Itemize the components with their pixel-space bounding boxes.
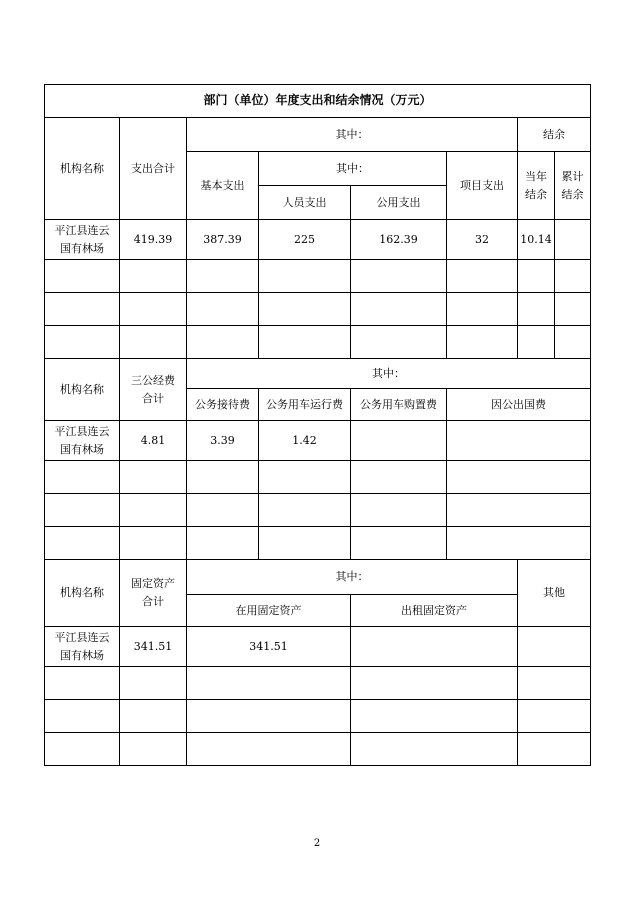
s1-row-basic: 387.39: [187, 220, 259, 260]
s1-of-which-header: 其中：: [187, 118, 518, 152]
s1-public-header: 公用支出: [351, 186, 447, 220]
s1-cumulative-balance-header: 累计 结余: [555, 152, 591, 220]
expenditure-balance-table: [44, 84, 591, 766]
s1-row-personnel: 225: [259, 220, 351, 260]
s2-institution-header: 机构名称: [45, 359, 120, 421]
s2-of-which-header: 其中：: [187, 359, 591, 389]
table-title: 部门（单位）年度支出和结余情况（万元）: [45, 85, 591, 118]
s1-basic-header: 基本支出: [187, 152, 259, 220]
s3-row-in-use: 341.51: [187, 627, 351, 667]
s1-personnel-header: 人员支出: [259, 186, 351, 220]
table-row: [45, 421, 591, 461]
empty-row: [45, 494, 591, 527]
table-row: [45, 220, 591, 260]
empty-row: [45, 260, 591, 293]
empty-row: [45, 527, 591, 560]
s1-row-project: 32: [447, 220, 518, 260]
s2-row-name: 平江县连云 国有林场: [45, 421, 120, 461]
page-number: 2: [313, 838, 321, 849]
s3-row-total: 341.51: [120, 627, 187, 667]
s2-row-vehicle-operation: 1.42: [259, 421, 351, 461]
s1-current-balance-header: 当年 结余: [518, 152, 555, 220]
s2-row-total: 4.81: [120, 421, 187, 461]
s1-of-which-sub-header: 其中：: [259, 152, 447, 186]
s2-row-reception: 3.39: [187, 421, 259, 461]
s3-total-header: 固定资产 合计: [120, 560, 187, 627]
s3-other-header: 其他: [518, 560, 591, 627]
s1-institution-header: 机构名称: [45, 118, 120, 220]
s3-row-other: [518, 627, 591, 667]
s1-balance-header: 结余: [518, 118, 591, 152]
s2-total-header: 三公经费 合计: [120, 359, 187, 421]
empty-row: [45, 293, 591, 326]
s1-row-public: 162.39: [351, 220, 447, 260]
s2-row-abroad: [447, 421, 591, 461]
empty-row: [45, 733, 591, 766]
s1-row-name: 平江县连云 国有林场: [45, 220, 120, 260]
s3-in-use-header: 在用固定资产: [187, 595, 351, 627]
s1-project-header: 项目支出: [447, 152, 518, 220]
table-row: [45, 627, 591, 667]
s3-of-which-header: 其中：: [187, 560, 518, 595]
s3-institution-header: 机构名称: [45, 560, 120, 627]
empty-row: [45, 667, 591, 700]
s1-row-current: 10.14: [518, 220, 555, 260]
s1-row-cumulative: [555, 220, 591, 260]
empty-row: [45, 326, 591, 359]
s3-row-name: 平江县连云 国有林场: [45, 627, 120, 667]
empty-row: [45, 461, 591, 494]
s2-row-vehicle-purchase: [351, 421, 447, 461]
empty-row: [45, 700, 591, 733]
s1-row-total: 419.39: [120, 220, 187, 260]
s2-abroad-header: 因公出国费: [447, 389, 591, 421]
s1-total-header: 支出合计: [120, 118, 187, 220]
s2-vehicle-operation-header: 公务用车运行费: [259, 389, 351, 421]
s3-row-leased: [351, 627, 518, 667]
s2-reception-header: 公务接待费: [187, 389, 259, 421]
s3-leased-header: 出租固定资产: [351, 595, 518, 627]
s2-vehicle-purchase-header: 公务用车购置费: [351, 389, 447, 421]
